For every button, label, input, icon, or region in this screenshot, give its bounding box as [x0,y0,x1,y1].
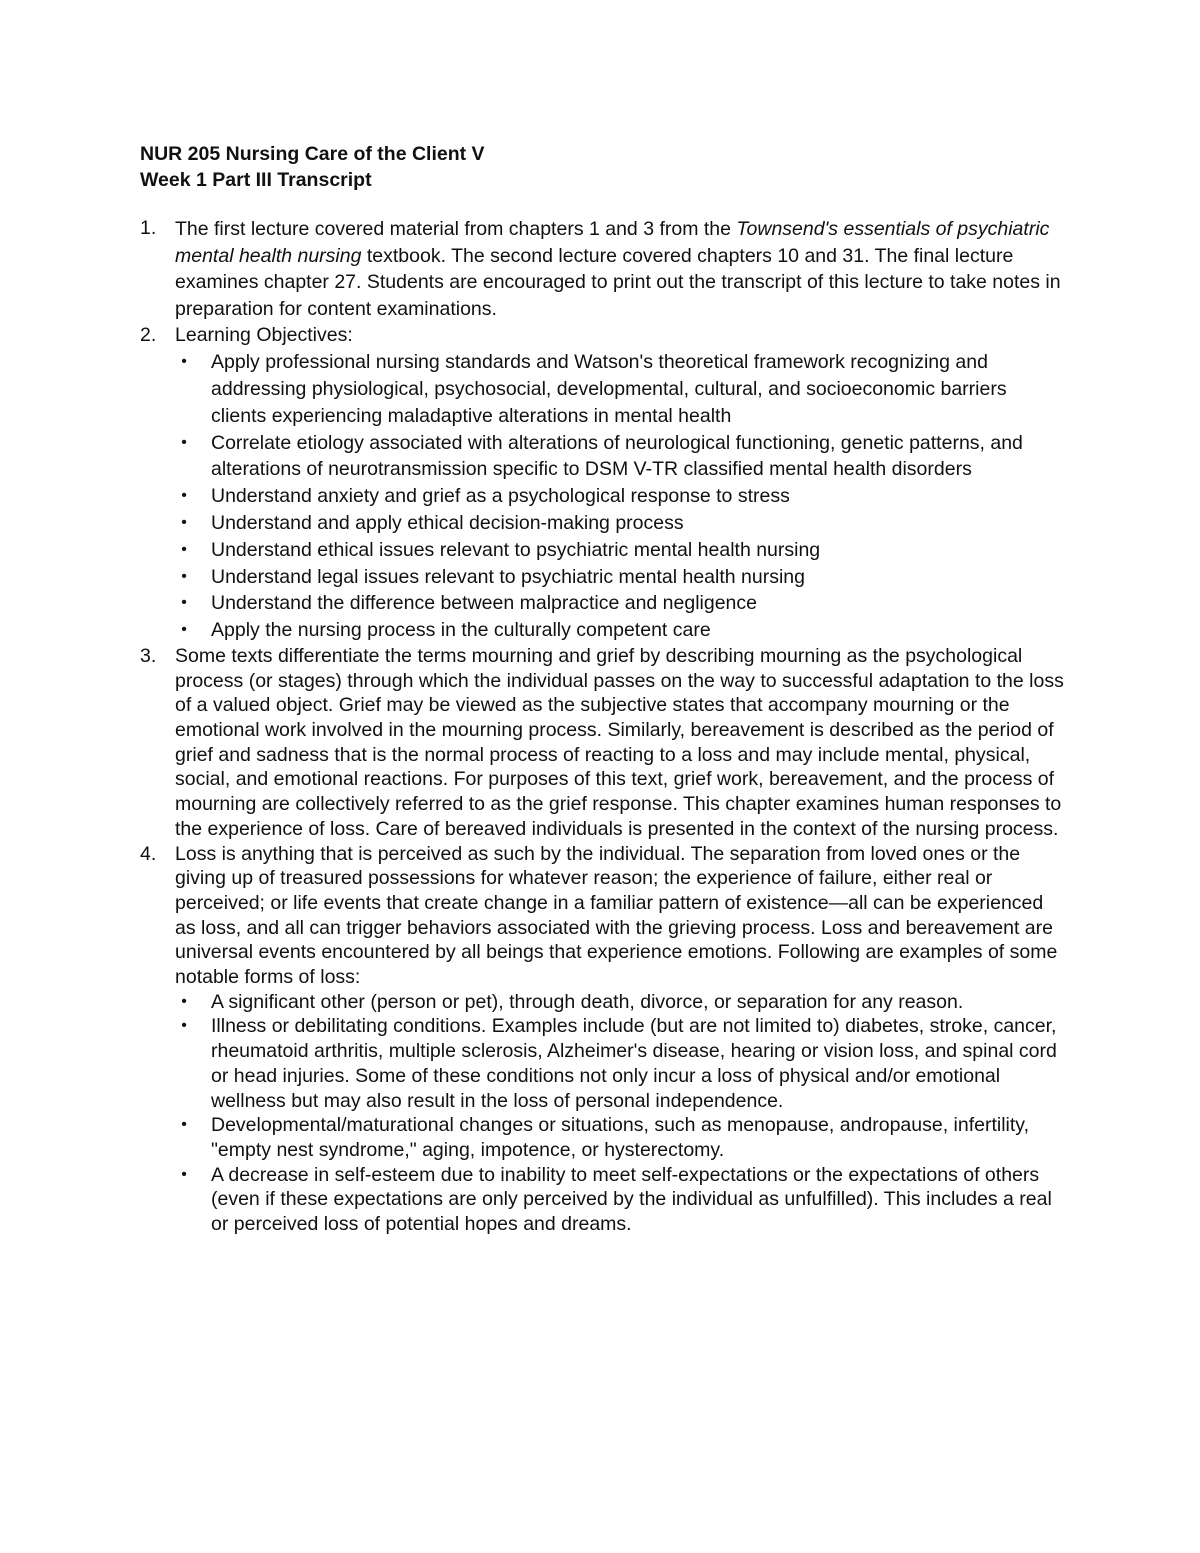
bullet-icon: • [181,567,187,585]
list-item-4 [140,842,1065,1237]
bullet-icon: • [181,353,187,371]
list-item-2 [140,322,1065,644]
objective-bullet [175,483,1065,510]
objective-text: Apply professional nursing standards and Watson's theoretical framework recognizing and addressing physiological, psychosocial, developmental, cultural, and socioeconomic barriers clients experiencing maladaptive alterations in mental health [211,351,1007,427]
loss-text: Developmental/maturational changes or situations, such as menopause, andropause, infertility, "empty nest syndrome," aging, impotence, or hysterectomy. [211,1114,1030,1161]
objective-bullet [175,430,1065,484]
bullet-icon: • [181,1116,187,1134]
bullet-icon: • [181,621,187,639]
loss-text: A decrease in self-esteem due to inability to meet self-expectations or the expectations of others (even if these expectations are only perceived by the individual as unfulfilled). This includes a real or perceived loss of potential hopes and dreams. [211,1163,1052,1236]
list-item-3 [140,644,1065,842]
list-item-1 [140,216,1065,322]
objective-bullet [175,510,1065,537]
item-paragraph: Some texts differentiate the terms mourning and grief by describing mourning as the psychological process (or stages) through which the individual passes on the way to successful adaptation to the loss of a valued object. Grief may be viewed as the subjective states that accompany mourning or the emotional work involved in the mourning process. Similarly, bereavement is described as the period of grief and sadness that is the normal process of reacting to a loss and may include mental, physical, social, and emotional reactions. For purposes of this text, grief work, bereavement, and the process of mourning are collectively referred to as the grief response. This chapter examines human responses to the experience of loss. Care of bereaved individuals is presented in the context of the nursing process. [175,644,1064,840]
objective-bullet [175,590,1065,617]
forms-of-loss-list [175,990,1065,1237]
objective-bullet [175,349,1065,429]
item-paragraph [175,216,1065,322]
transcript-body [140,216,1065,1237]
item-number: 4. [140,842,157,865]
item-number: 3. [140,644,157,667]
objective-bullet [175,537,1065,564]
loss-bullet [175,1113,1065,1162]
objective-text: Understand the difference between malpractice and negligence [211,592,757,615]
item-text-after: textbook. The second lecture covered chapters 10 and 31. The final lecture examines chapter 27. Students are encouraged to print out the transcript of this lecture to take notes in preparation for content examinations. [175,244,1061,320]
loss-text: Illness or debilitating conditions. Examples include (but are not limited to) diabetes, stroke, cancer, rheumatoid arthritis, multiple sclerosis, Alzheimer's disease, hearing or vision loss, and spinal cord or head injuries. Some of these conditions not only incur a loss of physical and/or emotional wellness but may also result in the loss of personal independence. [211,1015,1057,1112]
item-number: 2. [140,324,157,347]
objective-text: Apply the nursing process in the culturally competent care [211,619,711,642]
item-number: 1. [140,217,157,239]
bullet-icon: • [181,540,187,558]
objective-text: Understand legal issues relevant to psychiatric mental health nursing [211,565,805,588]
objective-text: Correlate etiology associated with alterations of neurological functioning, genetic patterns, and alterations of neurotransmission specific to DSM V-TR classified mental health disorders [211,431,1023,481]
objective-text: Understand and apply ethical decision-making process [211,511,684,534]
objective-text: Understand ethical issues relevant to psychiatric mental health nursing [211,538,821,561]
loss-bullet [175,1014,1065,1113]
bullet-icon: • [181,433,187,451]
loss-text: A significant other (person or pet), through death, divorce, or separation for any reason. [211,990,964,1013]
bullet-icon: • [181,992,187,1010]
learning-objectives-list [175,349,1065,644]
loss-bullet [175,1163,1065,1237]
bullet-icon: • [181,1165,187,1183]
document-subtitle: Week 1 Part III Transcript [140,169,372,191]
bullet-icon: • [181,594,187,612]
bullet-icon: • [181,487,187,505]
item-paragraph: Loss is anything that is perceived as such by the individual. The separation from loved ones or the giving up of treasured possessions for whatever reason; the experience of failure, either real or perceived; or life events that create change in a familiar pattern of existence—all can be experienced as loss, and all can trigger behaviors associated with the grieving process. Loss and bereavement are universal events encountered by all beings that experience emotions. Following are examples of some notable forms of loss: [175,842,1058,989]
loss-bullet [175,990,1065,1015]
objective-bullet [175,564,1065,591]
objective-text: Understand anxiety and grief as a psychological response to stress [211,485,790,508]
textbook-title: Townsend's essentials of psychiatric mental health nursing [175,218,1050,267]
bullet-icon: • [181,513,187,531]
item-text-before: The first lecture covered material from chapters 1 and 3 from the [175,218,737,240]
document-header [140,141,1080,193]
document-title: NUR 205 Nursing Care of the Client V [140,143,485,165]
objective-bullet [175,617,1065,644]
bullet-icon: • [181,1017,187,1035]
learning-objectives-heading: Learning Objectives: [175,324,353,347]
